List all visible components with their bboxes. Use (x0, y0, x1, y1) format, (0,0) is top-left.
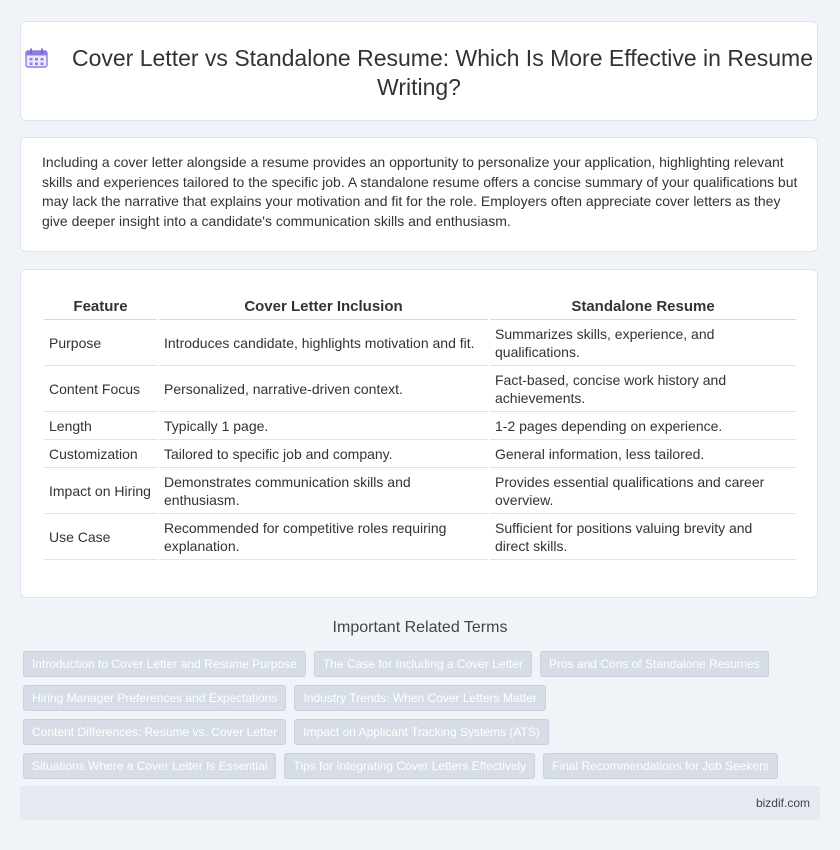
column-header-standalone-resume: Standalone Resume (490, 296, 796, 320)
table-header-row (44, 296, 796, 320)
column-header-cover-letter: Cover Letter Inclusion (159, 296, 488, 320)
standalone-resume-cell: Sufficient for positions valuing brevity and direct skills. (490, 514, 796, 560)
footer (20, 786, 820, 820)
page-title: Cover Letter vs Standalone Resume: Which Is More Effective in Resume Writing? (71, 45, 813, 100)
related-term-link[interactable]: Situations Where a Cover Letter Is Essential (23, 753, 276, 779)
feature-cell: Content Focus (44, 366, 157, 412)
related-terms-heading: Important Related Terms (332, 619, 508, 636)
table-row (44, 366, 796, 412)
standalone-resume-cell: Fact-based, concise work history and achievements. (490, 366, 796, 412)
feature-cell: Impact on Hiring (44, 468, 157, 514)
footer-site-link[interactable]: bizdif.com (755, 796, 810, 810)
intro-card (20, 137, 818, 252)
related-term-link[interactable]: The Case for Including a Cover Letter (314, 651, 532, 677)
column-header-feature: Feature (44, 296, 157, 320)
standalone-resume-cell: Provides essential qualifications and career overview. (490, 468, 796, 514)
related-terms-list (23, 651, 813, 787)
standalone-resume-cell: 1-2 pages depending on experience. (490, 412, 796, 440)
cover-letter-cell: Tailored to specific job and company. (159, 440, 488, 468)
cover-letter-cell: Typically 1 page. (159, 412, 488, 440)
feature-cell: Use Case (44, 514, 157, 560)
cover-letter-cell: Introduces candidate, highlights motivation and fit. (159, 320, 488, 366)
table-row (44, 440, 796, 468)
cover-letter-cell: Personalized, narrative-driven context. (159, 366, 488, 412)
table-row (44, 514, 796, 560)
calendar-icon (25, 48, 48, 68)
related-term-link[interactable]: Introduction to Cover Letter and Resume Purpose (23, 651, 306, 677)
comparison-table (42, 296, 798, 560)
cover-letter-cell: Demonstrates communication skills and enthusiasm. (159, 468, 488, 514)
feature-cell: Purpose (44, 320, 157, 366)
related-term-link[interactable]: Hiring Manager Preferences and Expectations (23, 685, 286, 711)
feature-cell: Customization (44, 440, 157, 468)
cover-letter-cell: Recommended for competitive roles requiring explanation. (159, 514, 488, 560)
table-row (44, 412, 796, 440)
feature-cell: Length (44, 412, 157, 440)
standalone-resume-cell: General information, less tailored. (490, 440, 796, 468)
related-term-link[interactable]: Pros and Cons of Standalone Resumes (540, 651, 769, 677)
related-term-link[interactable]: Content Differences: Resume vs. Cover Letter (23, 719, 286, 745)
related-term-link[interactable]: Impact on Applicant Tracking Systems (ATS) (294, 719, 549, 745)
page-title-block (21, 44, 817, 102)
table-row (44, 468, 796, 514)
related-term-link[interactable]: Industry Trends: When Cover Letters Matter (294, 685, 545, 711)
related-term-link[interactable]: Final Recommendations for Job Seekers (543, 753, 778, 779)
header-card (20, 21, 818, 121)
table-row (44, 320, 796, 366)
related-term-link[interactable]: Tips for Integrating Cover Letters Effectively (284, 753, 535, 779)
comparison-card (20, 269, 818, 598)
standalone-resume-cell: Summarizes skills, experience, and qualifications. (490, 320, 796, 366)
intro-paragraph: Including a cover letter alongside a resume provides an opportunity to personalize your application, highlighting relevant skills and experiences tailored to the specific job. A standalone resume offers a concise summary of your qualifications but may lack the narrative that explains your motivation and fit for the role. Employers often appreciate cover letters as they give deeper insight into a candidate's communication skills and enthusiasm. (42, 154, 798, 229)
